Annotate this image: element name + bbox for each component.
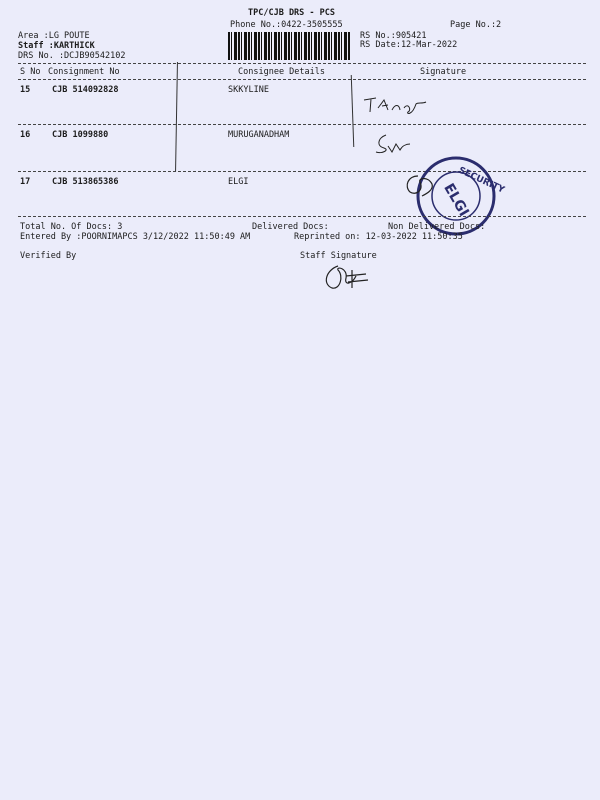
col-consignee: Consignee Details [238, 67, 325, 77]
row-sno: 16 [20, 130, 31, 140]
row-consignee: ELGI [228, 177, 249, 187]
rs-number: RS No.:905421 [360, 31, 427, 41]
page-number: Page No.:2 [450, 20, 502, 30]
stamp-text-mid: ELGI [440, 180, 472, 220]
non-delivered-docs: Non Delivered Docs: [388, 222, 486, 232]
row-divider [18, 124, 586, 125]
row-sno: 17 [20, 177, 31, 187]
reprinted-on: Reprinted on: 12-03-2022 11:50:35 [294, 232, 463, 242]
row-consignment: CJB 513865386 [52, 177, 119, 187]
column-divider [18, 79, 586, 80]
signature-mark [402, 172, 436, 202]
col-consignment: Consignment No [48, 67, 120, 77]
rs-date: RS Date:12-Mar-2022 [360, 40, 458, 50]
footer-divider [18, 216, 586, 217]
document-title: TPC/CJB DRS - PCS [248, 8, 335, 18]
row-consignee: SKKYLINE [228, 85, 269, 95]
signature-mark [372, 132, 412, 158]
staff-signature-mark [318, 262, 374, 294]
area-label: Area :LG POUTE [18, 31, 90, 41]
delivered-docs: Delivered Docs: [252, 222, 329, 232]
col-sno: S No [20, 67, 41, 77]
col-signature: Signature [420, 67, 467, 77]
header-divider [18, 63, 586, 64]
phone-number: Phone No.:0422-3505555 [230, 20, 343, 30]
entered-by: Entered By :POORNIMAPCS 3/12/2022 11:50:49 AM [20, 232, 251, 242]
row-sno: 15 [20, 85, 31, 95]
row-consignee: MURUGANADHAM [228, 130, 290, 140]
drs-number: DRS No. :DCJB90542102 [18, 51, 126, 61]
hand-drawn-line [351, 75, 355, 147]
total-docs: Total No. Of Docs: 3 [20, 222, 123, 232]
stamp-text-top: SECURITY [456, 165, 506, 196]
verified-by: Verified By [20, 251, 77, 261]
signature-mark [362, 94, 434, 118]
barcode-image [228, 32, 350, 60]
staff-label: Staff :KARTHICK [18, 41, 95, 51]
staff-signature-label: Staff Signature [300, 251, 377, 261]
row-consignment: CJB 514092828 [52, 85, 119, 95]
row-divider [18, 171, 586, 172]
row-consignment: CJB 1099880 [52, 130, 109, 140]
